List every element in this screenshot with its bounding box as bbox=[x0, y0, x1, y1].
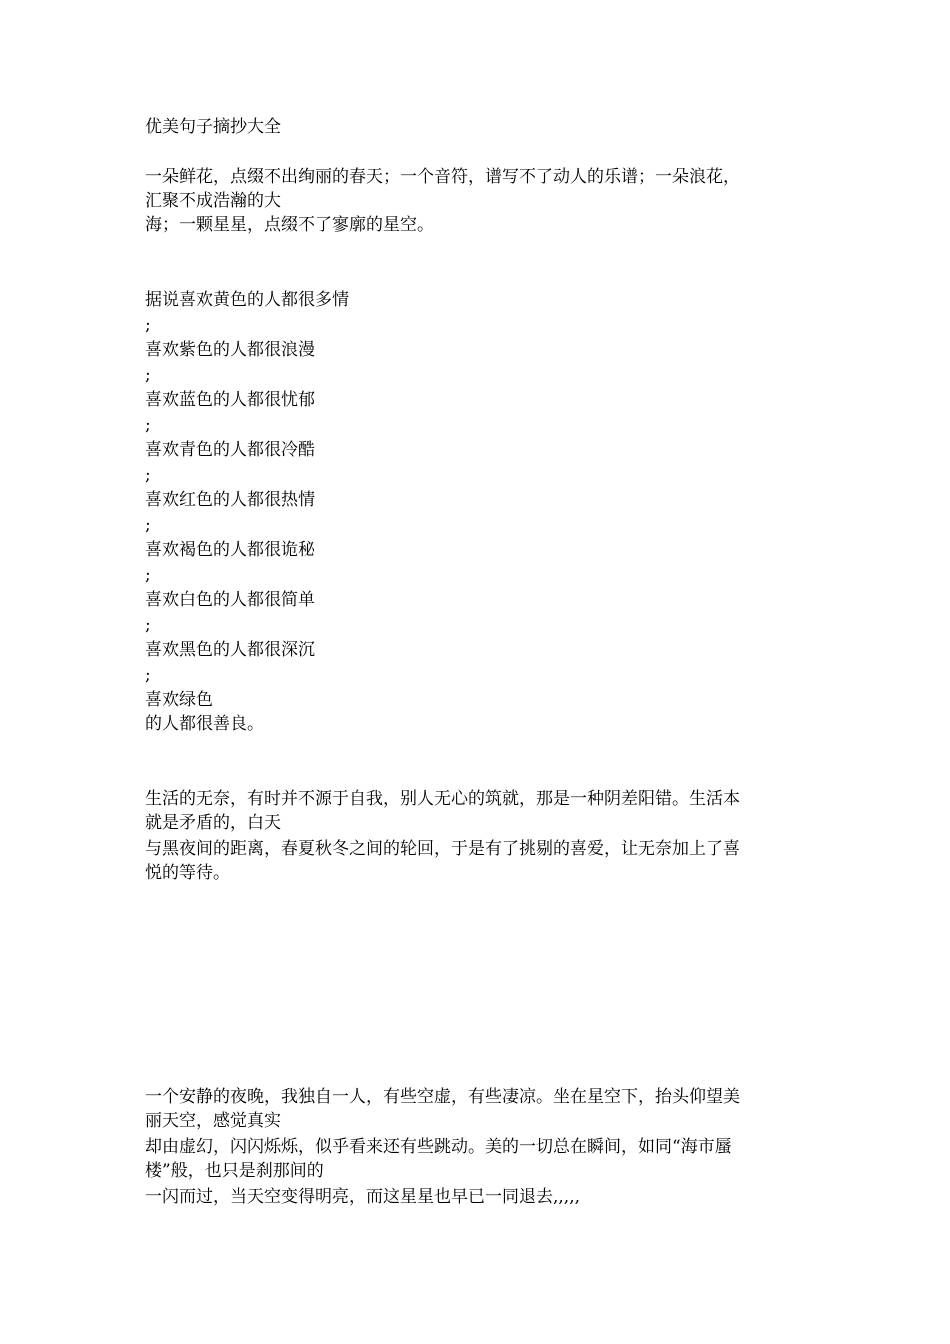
separator-line: ; bbox=[145, 615, 151, 635]
color-line: 喜欢蓝色的人都很忧郁 bbox=[145, 390, 315, 410]
separator-line: ; bbox=[145, 415, 151, 435]
paragraph-line: 就是矛盾的，白天 bbox=[145, 813, 281, 833]
separator-line: ; bbox=[145, 515, 151, 535]
paragraph-line: 生活的无奈，有时并不源于自我，别人无心的筑就，那是一种阴差阳错。生活本 bbox=[145, 789, 740, 809]
paragraph-line: 楼”般，也只是刹那间的 bbox=[145, 1161, 324, 1181]
paragraph-line: 一朵鲜花，点缀不出绚丽的春天；一个音符，谱写不了动人的乐谱；一朵浪花， bbox=[145, 167, 740, 187]
color-line: 喜欢紫色的人都很浪漫 bbox=[145, 340, 315, 360]
paragraph-line: 丽天空，感觉真实 bbox=[145, 1111, 281, 1131]
color-line: 喜欢青色的人都很冷酷 bbox=[145, 440, 315, 460]
color-line: 喜欢红色的人都很热情 bbox=[145, 490, 315, 510]
paragraph-line: 汇聚不成浩瀚的大 bbox=[145, 191, 281, 211]
color-line: 的人都很善良。 bbox=[145, 714, 264, 734]
separator-line: ; bbox=[145, 315, 151, 335]
color-line: 据说喜欢黄色的人都很多情 bbox=[145, 290, 349, 310]
paragraph-line: 一闪而过，当天空变得明亮，而这星星也早已一同退去,,,,, bbox=[145, 1187, 581, 1207]
document-title: 优美句子摘抄大全 bbox=[145, 117, 281, 137]
paragraph-line: 却由虚幻，闪闪烁烁，似乎看来还有些跳动。美的一切总在瞬间，如同“海市蜃 bbox=[145, 1137, 732, 1157]
paragraph-line: 悦的等待。 bbox=[145, 863, 230, 883]
color-line: 喜欢黑色的人都很深沉 bbox=[145, 640, 315, 660]
paragraph-line: 一个安静的夜晚，我独自一人，有些空虚，有些凄凉。坐在星空下，抬头仰望美 bbox=[145, 1087, 740, 1107]
paragraph-line: 海；一颗星星，点缀不了寥廓的星空。 bbox=[145, 215, 434, 235]
separator-line: ; bbox=[145, 365, 151, 385]
paragraph-line: 与黑夜间的距离，春夏秋冬之间的轮回，于是有了挑剔的喜爱，让无奈加上了喜 bbox=[145, 839, 740, 859]
color-line: 喜欢绿色 bbox=[145, 690, 213, 710]
separator-line: ; bbox=[145, 565, 151, 585]
separator-line: ; bbox=[145, 665, 151, 685]
color-line: 喜欢白色的人都很简单 bbox=[145, 590, 315, 610]
separator-line: ; bbox=[145, 465, 151, 485]
color-line: 喜欢褐色的人都很诡秘 bbox=[145, 540, 315, 560]
